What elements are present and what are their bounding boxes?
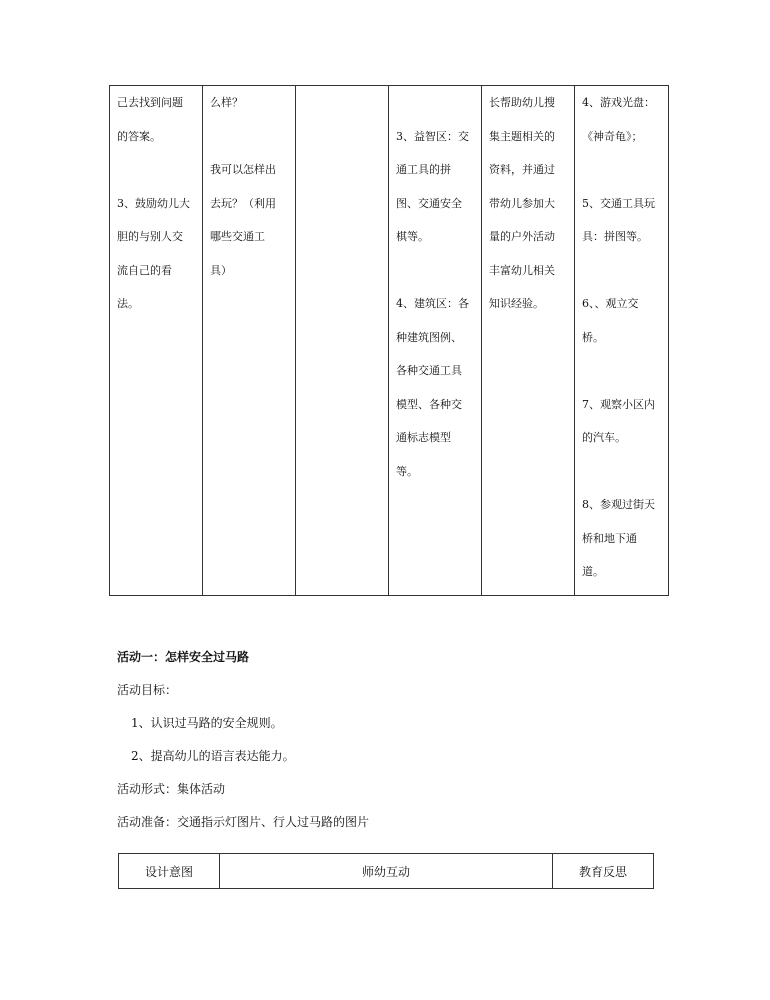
cell-text-line: 哪些交通工 — [210, 230, 265, 243]
cell-text-line: 8、参观过街天 — [582, 498, 655, 511]
cell-text-line: 道。 — [582, 565, 604, 578]
header-reflection: 教育反思 — [553, 854, 654, 889]
cell-text-line: 长帮助幼儿搜 — [489, 96, 555, 109]
table-cell — [203, 86, 296, 596]
cell-text-line: 己去找到问题 — [117, 96, 183, 109]
cell-text-line: 4、游戏光盘： — [582, 96, 655, 109]
cell-text-line: 具：拼图等。 — [582, 230, 648, 243]
goal-item: 1、认识过马路的安全规则。 — [131, 716, 283, 730]
cell-text-line: 棋等。 — [396, 230, 429, 243]
cell-col-4 — [389, 86, 481, 494]
cell-text-line — [582, 360, 668, 394]
cell-text-line: 7、观察小区内 — [582, 397, 655, 411]
cell-text-line — [210, 126, 295, 160]
cell-text-line: 的答案。 — [117, 129, 161, 143]
header-design-intent: 设计意图 — [119, 854, 220, 889]
cell-text-line: 桥和地下通 — [582, 531, 637, 545]
cell-text-line — [117, 159, 202, 193]
cell-text-line: 5、交通工具玩 — [582, 196, 655, 210]
cell-text-line: 通标志模型 — [396, 431, 451, 444]
table-cell — [110, 86, 203, 596]
goal-label: 活动目标： — [117, 683, 178, 697]
cell-text-line — [396, 260, 481, 294]
cell-text-line — [582, 260, 668, 294]
cell-col-2 — [203, 86, 295, 293]
cell-text-line: 通工具的拼 — [396, 163, 451, 176]
cell-text-line: 集主题相关的 — [489, 129, 555, 143]
cell-text-line: 的汽车。 — [582, 431, 626, 444]
table-row — [110, 86, 669, 596]
activity-title: 活动一：怎样安全过马路 — [117, 650, 250, 664]
cell-text-line: 我可以怎样出 — [210, 163, 276, 176]
cell-text-line: 胆的与别人交 — [117, 230, 183, 243]
table-header-row — [119, 854, 654, 889]
cell-text-line: 4、建筑区：各 — [396, 297, 469, 310]
cell-text-line: 法。 — [117, 297, 139, 310]
cell-text-line: 资料，并通过 — [489, 163, 555, 176]
cell-text-line: 3、鼓励幼儿大 — [117, 196, 190, 210]
header-interaction: 师幼互动 — [220, 854, 553, 889]
cell-text-line: 图、交通安全 — [396, 196, 462, 210]
cell-text-line: 模型、各种交 — [396, 397, 462, 411]
cell-text-line: 么样？ — [210, 96, 243, 109]
cell-text-line: 丰富幼儿相关 — [489, 263, 555, 277]
cell-col-6 — [575, 86, 668, 595]
activity-form: 活动形式：集体活动 — [117, 782, 226, 796]
cell-text-line — [582, 159, 668, 193]
table-cell — [296, 86, 389, 596]
cell-text-line: 知识经验。 — [489, 297, 544, 310]
cell-text-line: 具） — [210, 263, 232, 277]
cell-text-line: 6、、观立交 — [582, 297, 639, 310]
cell-col-5 — [482, 86, 574, 327]
table-cell — [482, 86, 575, 596]
cell-text-line: 带幼儿参加大 — [489, 196, 555, 210]
cell-text-line: 桥。 — [582, 330, 604, 344]
cell-text-line: 等。 — [396, 464, 418, 478]
goal-item: 2、提高幼儿的语言表达能力。 — [131, 749, 295, 763]
cell-text-line: 3、益智区：交 — [396, 129, 469, 143]
table-cell — [575, 86, 669, 596]
cell-text-line: 去玩？（利用 — [210, 196, 276, 210]
table-cell — [389, 86, 482, 596]
activity-prep: 活动准备：交通指示灯图片、行人过马路的图片 — [117, 815, 370, 829]
cell-text-line: 各种交通工具 — [396, 364, 462, 377]
cell-text-line — [396, 92, 481, 126]
cell-text-line: 流自己的看 — [117, 263, 172, 277]
cell-col-1 — [110, 86, 202, 327]
plan-table — [109, 85, 669, 596]
cell-text-line: 量的户外活动 — [489, 230, 555, 243]
cell-text-line: 种建筑图例、 — [396, 330, 462, 344]
cell-col-3 — [296, 86, 388, 92]
cell-text-line — [582, 461, 668, 495]
reflection-table — [118, 853, 654, 889]
cell-text-line: 《神奇龟》； — [582, 129, 643, 143]
